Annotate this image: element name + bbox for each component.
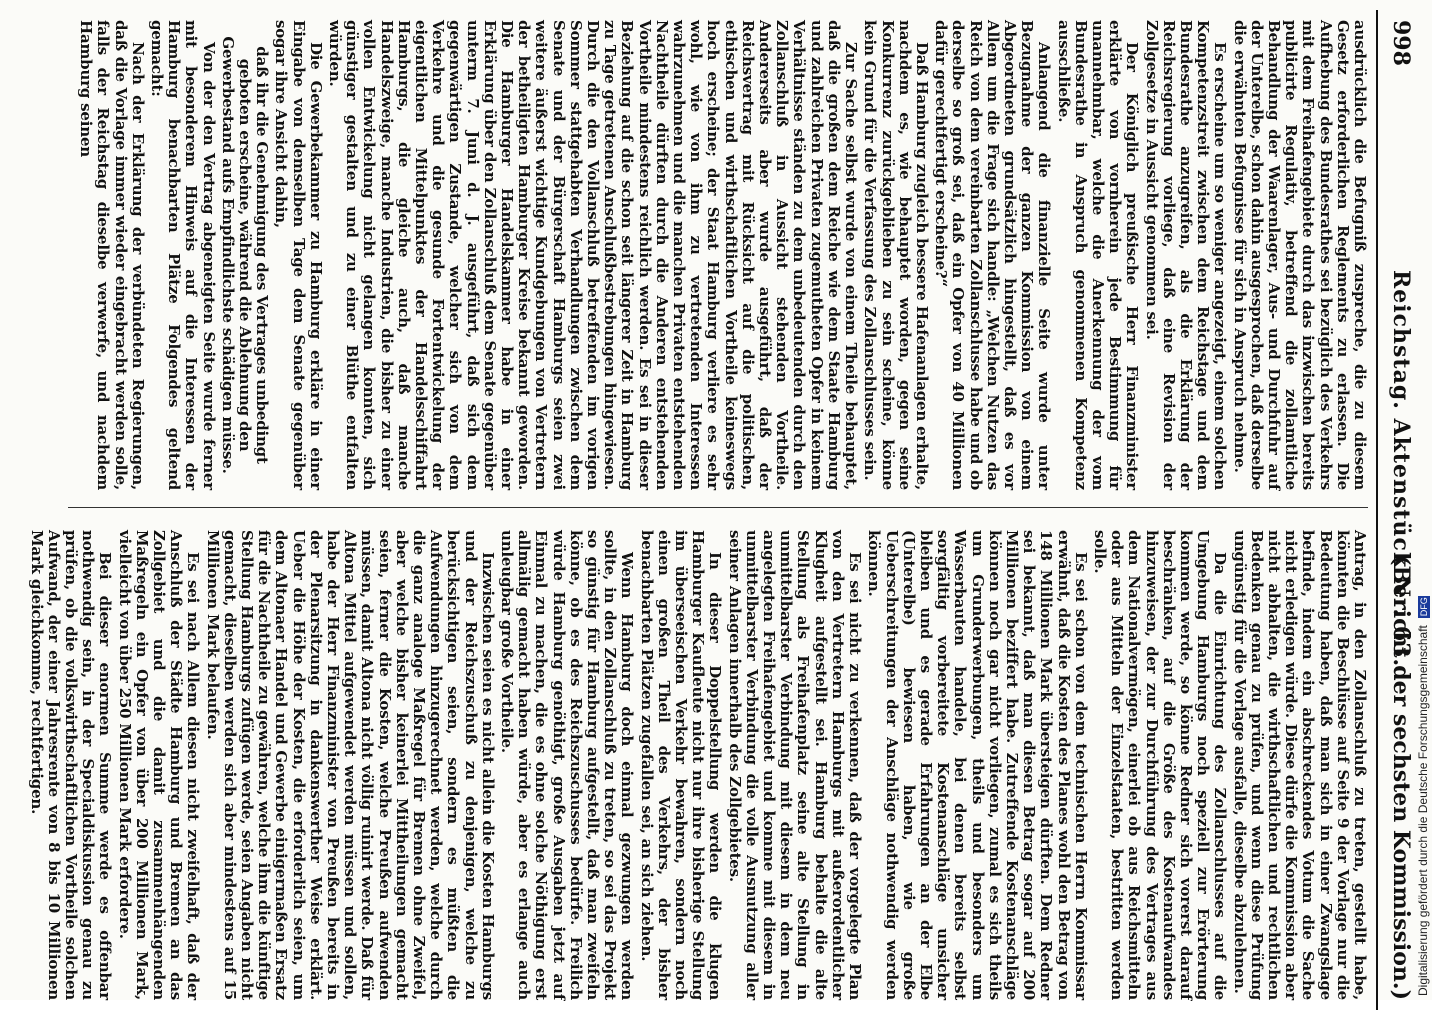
paragraph: Antrag, in den Zollanschluß zu treten, gestellt habe, könnten die Beschlüsse auf Seite 9 der Vorlage nur die Bedeutung haben, daß man sich in einer Zwangslage befinde, indem ein abschreckendes Votum die Sache nicht erledigen würde. Diese dürfe die Kommission aber nicht abhalten, die wirthschaftlichen und rechtlichen Bedenken genau zu prüfen, und wenn diese Prüfung ungünstig für die Vorlage ausfalle, dieselbe abzulehnen. bbox=[1230, 530, 1369, 1000]
paragraph: Daß Hamburg zugleich bessere Hafenanlagen erhalte, nachdem es, wie behauptet worden, gegen seine Konkurrenz zurückgeblieben zu sein scheine, könne kein Grund für die Verfassung des Zollanschlusses sein. bbox=[861, 20, 931, 490]
page-title: Reichstag. Aktenstück Nr. 63. bbox=[1388, 270, 1414, 668]
paragraph: Bei dieser enormen Summe werde es offenbar nothwendig sein, in der Specialdiskussion genau zu prüfen, ob die volkswirthschaftlichen Vortheile solchen Aufwand, der einer Jahresrente von 8 bis 10 Millionen Mark gleichkomme, rechtfertigen. bbox=[27, 530, 115, 1000]
paragraph: Anlangend die finanzielle Seite wurde unter Bezugnahme der ganzen Kommission von einem Abgeordneten grundsätzlich hingestellt, daß es vor Allem um die Frage sich handle: „Welchen Nutzen das Reich von dem vereinbarten Zollanschlusse habe und ob derselbe so groß sei, daß ein Opfer von 40 Millionen dafür gerechtfertigt erscheine?“ bbox=[932, 20, 1054, 490]
paragraph: Der Königlich preußische Herr Finanzminister erklärte von vornherein jede Bestimmung für unannehmbar, welche die Anerkennung der vom Bundesrathe in Anspruch genommenen Kompetenz ausschließe. bbox=[1054, 20, 1142, 490]
report-title: (Bericht der sechsten Kommission.) bbox=[1388, 555, 1414, 1000]
digitization-credit bbox=[1416, 596, 1432, 996]
quoted-paragraph: daß ihr die Genehmigung des Vertrages unbedingt geboten erscheine, während die Ablehnung den Gewerbestand aufs Empfindlichste schädigen müsse. bbox=[218, 36, 272, 474]
rotated-newspaper-page bbox=[27, 10, 1420, 1010]
paragraph: Es sei nicht zu verkennen, daß der vorgelegte Plan von den Vertretern Hamburgs mit außerordentlicher Klugheit aufgestellt sei. Hamburg behalte die alte Stellung als Freihafenplatz seine alte Stellung in unmittelbarster Verbindung mit diesem in dem neu angelegten Freihafengebiet und komme mit diesem in unmittelbarster Verbindung die volle Ausnutzung aller seiner Anlagen innerhalb des Zollgebietes. bbox=[725, 530, 865, 1000]
paragraph: Inzwischen seien es nicht allein die Kosten Hamburgs und der Reichszuschuß zu denjenigen, welche zu berücksichtigen seien, sondern es müßten die Aufwendungen hinzugerechnet werden, welche durch die ganz analoge Maßregel für Bremen ohne Zweifel, aber welche bisher keinerlei Mittheilungen gemacht seien, ferner die Kosten, welche Preußen aufwenden müssen, damit Altona nicht völlig ruinirt werde. Daß für Altona Mittel aufgewendet werden müssen und sollen, habe der Herr Finanzminister von Preußen bereits in der Plenarsitzung in dankenswerther Weise erklärt. Ueber die Höhe der Kosten, die erforderlich seien, um dem Altonaer Handel und Gewerbe einigermaßen Ersatz für die Nachtheile zu gewähren, welche ihm die künftige Stellung Hamburgs zufügen werde, seien Angaben nicht gemacht, dieselben werden sich aber mindestens auf 15 Millionen Mark belaufen. bbox=[203, 530, 497, 1000]
paragraph: Nach der Erklärung der verbündeten Regierungen, daß die Vorlage immer wieder eingebracht werden solle, falls der Reichstag dieselbe verwerfe, und nachdem Hamburg seinen bbox=[77, 20, 147, 490]
dfg-logo: DFG bbox=[1418, 597, 1429, 617]
page-number: 998 bbox=[1388, 20, 1414, 66]
column-divider bbox=[68, 507, 1368, 508]
paragraph: Von der den Vertrag abgeneigten Seite wurde ferner mit besonderem Hinweis auf die Interessen der Hamburg benachbarten Plätze Folgendes geltend gemacht: bbox=[147, 20, 218, 490]
paragraph: Da die Einrichtung des Zollanschlusses auf die Umgebung Hamburgs noch speziell zur Erörterung kommen werde, so könne Redner sich vorerst darauf beschränken, auf die Größe des Kostenaufwandes hinzuweisen, der zur Durchführung des Vertrages aus dem Nationalvermögen, einerlei ob aus Reichsmitteln oder aus Mitteln der Einzelstaaten, bestritten werden solle. bbox=[1090, 530, 1230, 1000]
paragraph: Die Gewerbekammer zu Hamburg erkläre in einer Eingabe von demselben Tage dem Senate gegenüber sogar ihre Ansicht dahin, bbox=[272, 20, 325, 490]
left-column bbox=[75, 20, 1368, 490]
paragraph: In dieser Doppelstellung werden die klugen Hamburger Kaufleute nicht nur ihre bisherige Stellung im überseeischen Verkehr bewahren, sondern noch einen großen Theil des Verkehrs, der bisher benachbarten Plätzen zugefallen sei, an sich ziehen. bbox=[637, 530, 725, 1000]
right-column bbox=[25, 530, 1368, 1000]
credit-text: Digitalisierung gefördert durch die Deutsche Forschungsgemeinschaft bbox=[1416, 625, 1430, 996]
paragraph: Zur Sache selbst wurde von einem Theile behauptet, daß die großen dem Reiche wie dem Staate Hamburg und zahlreichen Privaten zugemutheten Opfer in keinem Verhältnisse ständen zu dem unbedeutenden durch den Zollanschluß in Aussicht stehenden Vortheile. Andererseits aber wurde ausgeführt, daß der Reichsvertrag mit Rücksicht auf die politischen, ethischen und wirthschaftlichen Vortheile keineswegs hoch erscheine; der Staat Hamburg verliere es sehr wohl, wie von ihm zu vertretenden Interessen wahrzunehmen und die manchen Privaten entstehenden Nachtheile dürften durch die Anderen entstehenden Vortheile mindestens reichlich werden. Es sei in dieser Beziehung auf die schon seit längerer Zeit in Hamburg zu Tage getretenen Anschlußbestrebungen hingewiesen. Durch die den Vollanschluß betreffenden im vorigen Sommer stattgehabten Verhandlungen zwischen dem Senate und der Bürgerschaft Hamburgs seien zwei weitere äußerst wichtige Kundgebungen von Vertretern der betheiligten Hamburger Kreise bekannt geworden. Die Hamburger Handelskammer habe in einer Erklärung über den Zollanschluß dem Senate gegenüber unterm 7. Juni d. J. ausgeführt, daß sich dem gegenwärtigen Zustande, welcher sich von dem Verkehre und die gesunde Fortentwickelung der eigentlichen Mittelpunktes der Handelsschiffahrt Hamburgs, die gleiche auch, daß manche Handelszweige, manche Industrien, die bisher zu einer vollen Entwickelung nicht gelangen konnten, sich günstiger gestalten und zu einer Blüthe entfalten würden. bbox=[326, 20, 861, 490]
paragraph: Es erscheine um so weniger angezeigt, einem solchen Kompetenzstreit zwischen dem Reichstage und dem Bundesrathe anzugreifen, als die Erklärung der Reichsregierung vorliege, daß eine Revision der Zollgesetze in Aussicht genommen sei. bbox=[1142, 20, 1230, 490]
page-header bbox=[1380, 10, 1420, 1010]
paragraph: Es sei nach Allem diesen nicht zweifelhaft, daß der Anschluß der Städte Hamburg und Bremen an das Zollgebiet und die damit zusammenhängenden Maßregeln ein Opfer von über 200 Millionen Mark, vielleicht von über 250 Millionen Mark erfordere. bbox=[115, 530, 203, 1000]
paragraph: Wenn Hamburg doch einmal gezwungen werden sollte, in den Zollanschluß zu treten, so sei das Projekt so günstig für Hamburg aufgestellt, daß man zweifeln könne, ob es des Reichszuschusses bedürfe. Freilich würde Hamburg genöthigt, große Ausgaben jetzt auf Einmal zu machen, die es ohne solche Nöthigung erst allmälig gemacht haben würde, aber es erlange auch unleugbar große Vortheile. bbox=[498, 530, 637, 1000]
header-rule bbox=[1376, 10, 1378, 1010]
paragraph: ausdrücklich die Befugniß zuspreche, die zu diesem Gesetz erforderlichen Reglements zu erlassen. Die Aufhebung des Bundesrathes sei bezüglich des Verkehrs mit dem Freihafengebiete durch das inzwischen bereits publicirte Regulativ, betreffend die zollamtliche Behandlung der Waarenlager, Aus- und Durchfuhr auf der Unterelbe, schon dahin ausgesprochen, daß derselbe die erwähnten Befugnisse für sich in Anspruch nehme. bbox=[1230, 20, 1369, 490]
paragraph: Es sei schon von dem technischen Herrn Kommissar erwähnt, daß die Kosten des Planes wohl den Betrag von 148 Millionen Mark übersteigen dürften. Dem Redner sei bekannt, daß man diesen Betrag sogar auf 200 Millionen beziffert habe. Zutreffende Kostenanschläge können noch gar nicht vorliegen, zumal es sich theils um Grunderwerbungen, theils und besonders um Wasserbauten handele, bei denen bereits selbst sorgfältig vorbereitete Kostenanschläge unsicher bleiben und es gerade Erfahrungen an der Elbe (Unterelbe) bewiesen haben, wie große Ueberschreitungen der Anschläge nothwendig werden können. bbox=[865, 530, 1090, 1000]
